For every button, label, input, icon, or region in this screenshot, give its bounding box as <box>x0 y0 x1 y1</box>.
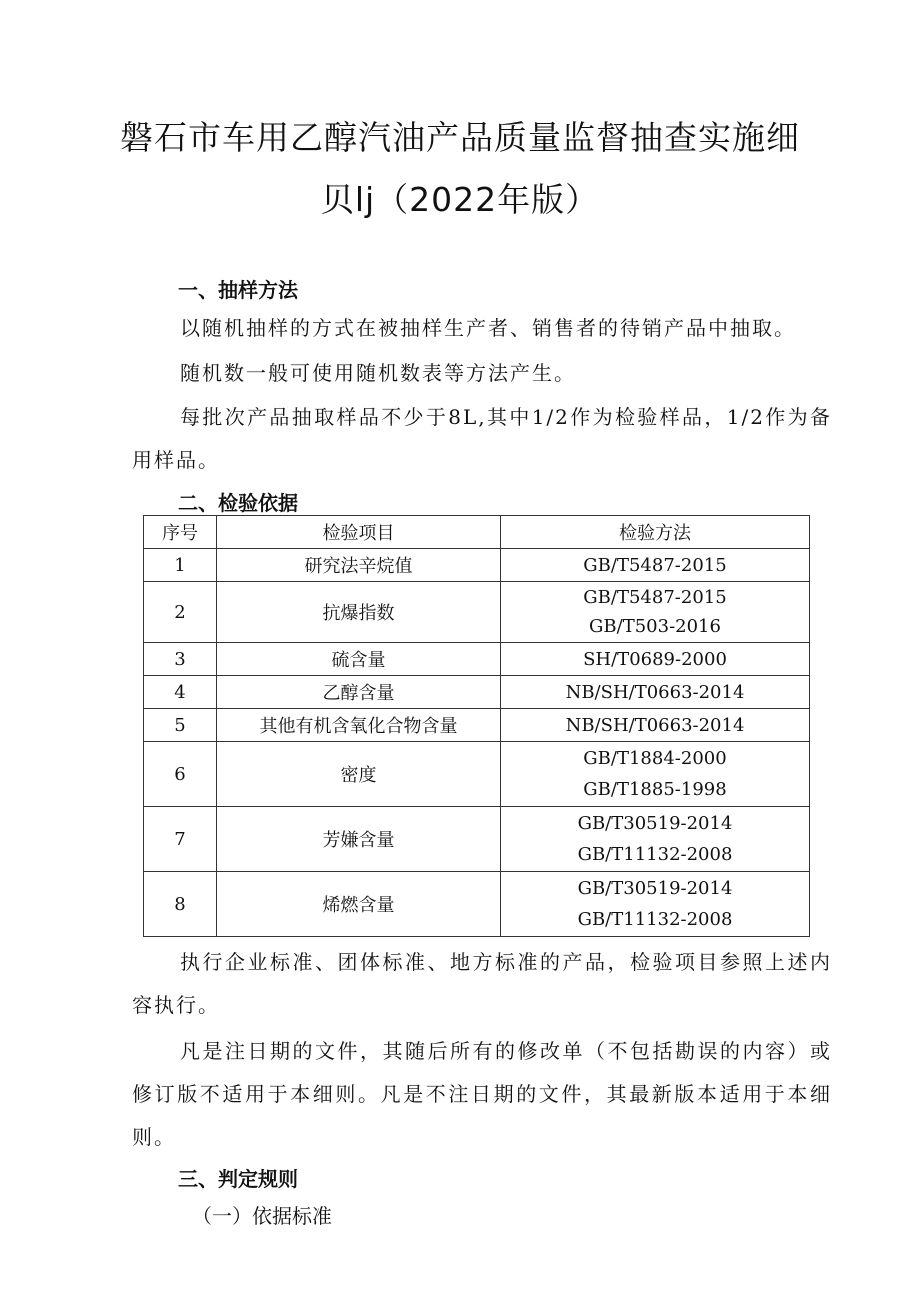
row-no: 6 <box>144 742 217 807</box>
method-line: NB/SH/T0663-2014 <box>565 681 745 703</box>
row-item: 其他有机含氧化合物含量 <box>217 709 501 742</box>
table-row <box>144 709 810 742</box>
row-method <box>501 807 810 872</box>
row-method <box>501 643 810 676</box>
table-row <box>144 549 810 582</box>
method-line: GB/T5487-2015 <box>583 554 727 576</box>
paragraph-sample-quantity: 每批次产品抽取样品不少于8L,其中1/2作为检验样品，1/2作为备用样品。 <box>132 405 832 472</box>
section-heading-inspection-basis: 二、检验依据 <box>178 491 298 515</box>
method-line: GB/T5487-2015 <box>583 587 727 608</box>
inspection-table <box>143 515 810 937</box>
section-heading-sampling: 一、抽样方法 <box>178 278 298 302</box>
paragraph-other-standards: 执行企业标准、团体标准、地方标准的产品，检验项目参照上述内容执行。 <box>132 950 832 1017</box>
paragraph-sampling-method: 以随机抽样的方式在被抽样生产者、销售者的待销产品中抽取。 <box>180 316 796 340</box>
method-line: GB/T11132-2008 <box>577 909 733 930</box>
row-no: 3 <box>144 643 217 676</box>
method-line: SH/T0689-2000 <box>583 648 727 670</box>
table-row <box>144 807 810 872</box>
table-header-row <box>144 516 810 549</box>
table-row <box>144 742 810 807</box>
table-row <box>144 872 810 937</box>
row-item: 密度 <box>217 742 501 807</box>
row-method <box>501 709 810 742</box>
row-no: 7 <box>144 807 217 872</box>
row-no: 4 <box>144 676 217 709</box>
method-line: GB/T11132-2008 <box>577 844 733 865</box>
header-method: 检验方法 <box>501 516 810 549</box>
row-no: 8 <box>144 872 217 937</box>
row-item: 研究法辛烷值 <box>217 549 501 582</box>
header-no: 序号 <box>144 516 217 549</box>
method-line: GB/T30519-2014 <box>577 813 733 834</box>
table-row <box>144 676 810 709</box>
row-no: 5 <box>144 709 217 742</box>
method-line: NB/SH/T0663-2014 <box>565 714 745 736</box>
table-row <box>144 582 810 643</box>
table-row <box>144 643 810 676</box>
row-method <box>501 872 810 937</box>
method-line: GB/T503-2016 <box>589 616 721 637</box>
row-no: 1 <box>144 549 217 582</box>
row-method <box>501 582 810 643</box>
row-method <box>501 742 810 807</box>
row-method <box>501 549 810 582</box>
header-item: 检验项目 <box>217 516 501 549</box>
method-line: GB/T30519-2014 <box>577 878 733 899</box>
row-method <box>501 676 810 709</box>
row-no: 2 <box>144 582 217 643</box>
paragraph-random-number: 随机数一般可使用随机数表等方法产生。 <box>180 361 576 385</box>
subsection-basis-standards: （一）依据标准 <box>192 1204 332 1228</box>
row-item: 芳嫌含量 <box>217 807 501 872</box>
method-line: GB/T1885-1998 <box>583 779 727 800</box>
document-title-line-1: 磐石市车用乙醇汽油产品质量监督抽查实施细 <box>120 118 800 157</box>
section-heading-judgement-rules: 三、判定规则 <box>178 1167 298 1191</box>
paragraph-dated-documents: 凡是注日期的文件，其随后所有的修改单（不包括勘误的内容）或修订版不适用于本细则。凡是不注日期的文件，其最新版本适用于本细则。 <box>132 1039 832 1149</box>
row-item: 抗爆指数 <box>217 582 501 643</box>
row-item: 硫含量 <box>217 643 501 676</box>
row-item: 乙醇含量 <box>217 676 501 709</box>
row-item: 烯燃含量 <box>217 872 501 937</box>
document-title-line-2: 贝lj（2022年版） <box>320 180 600 219</box>
method-line: GB/T1884-2000 <box>583 748 727 769</box>
